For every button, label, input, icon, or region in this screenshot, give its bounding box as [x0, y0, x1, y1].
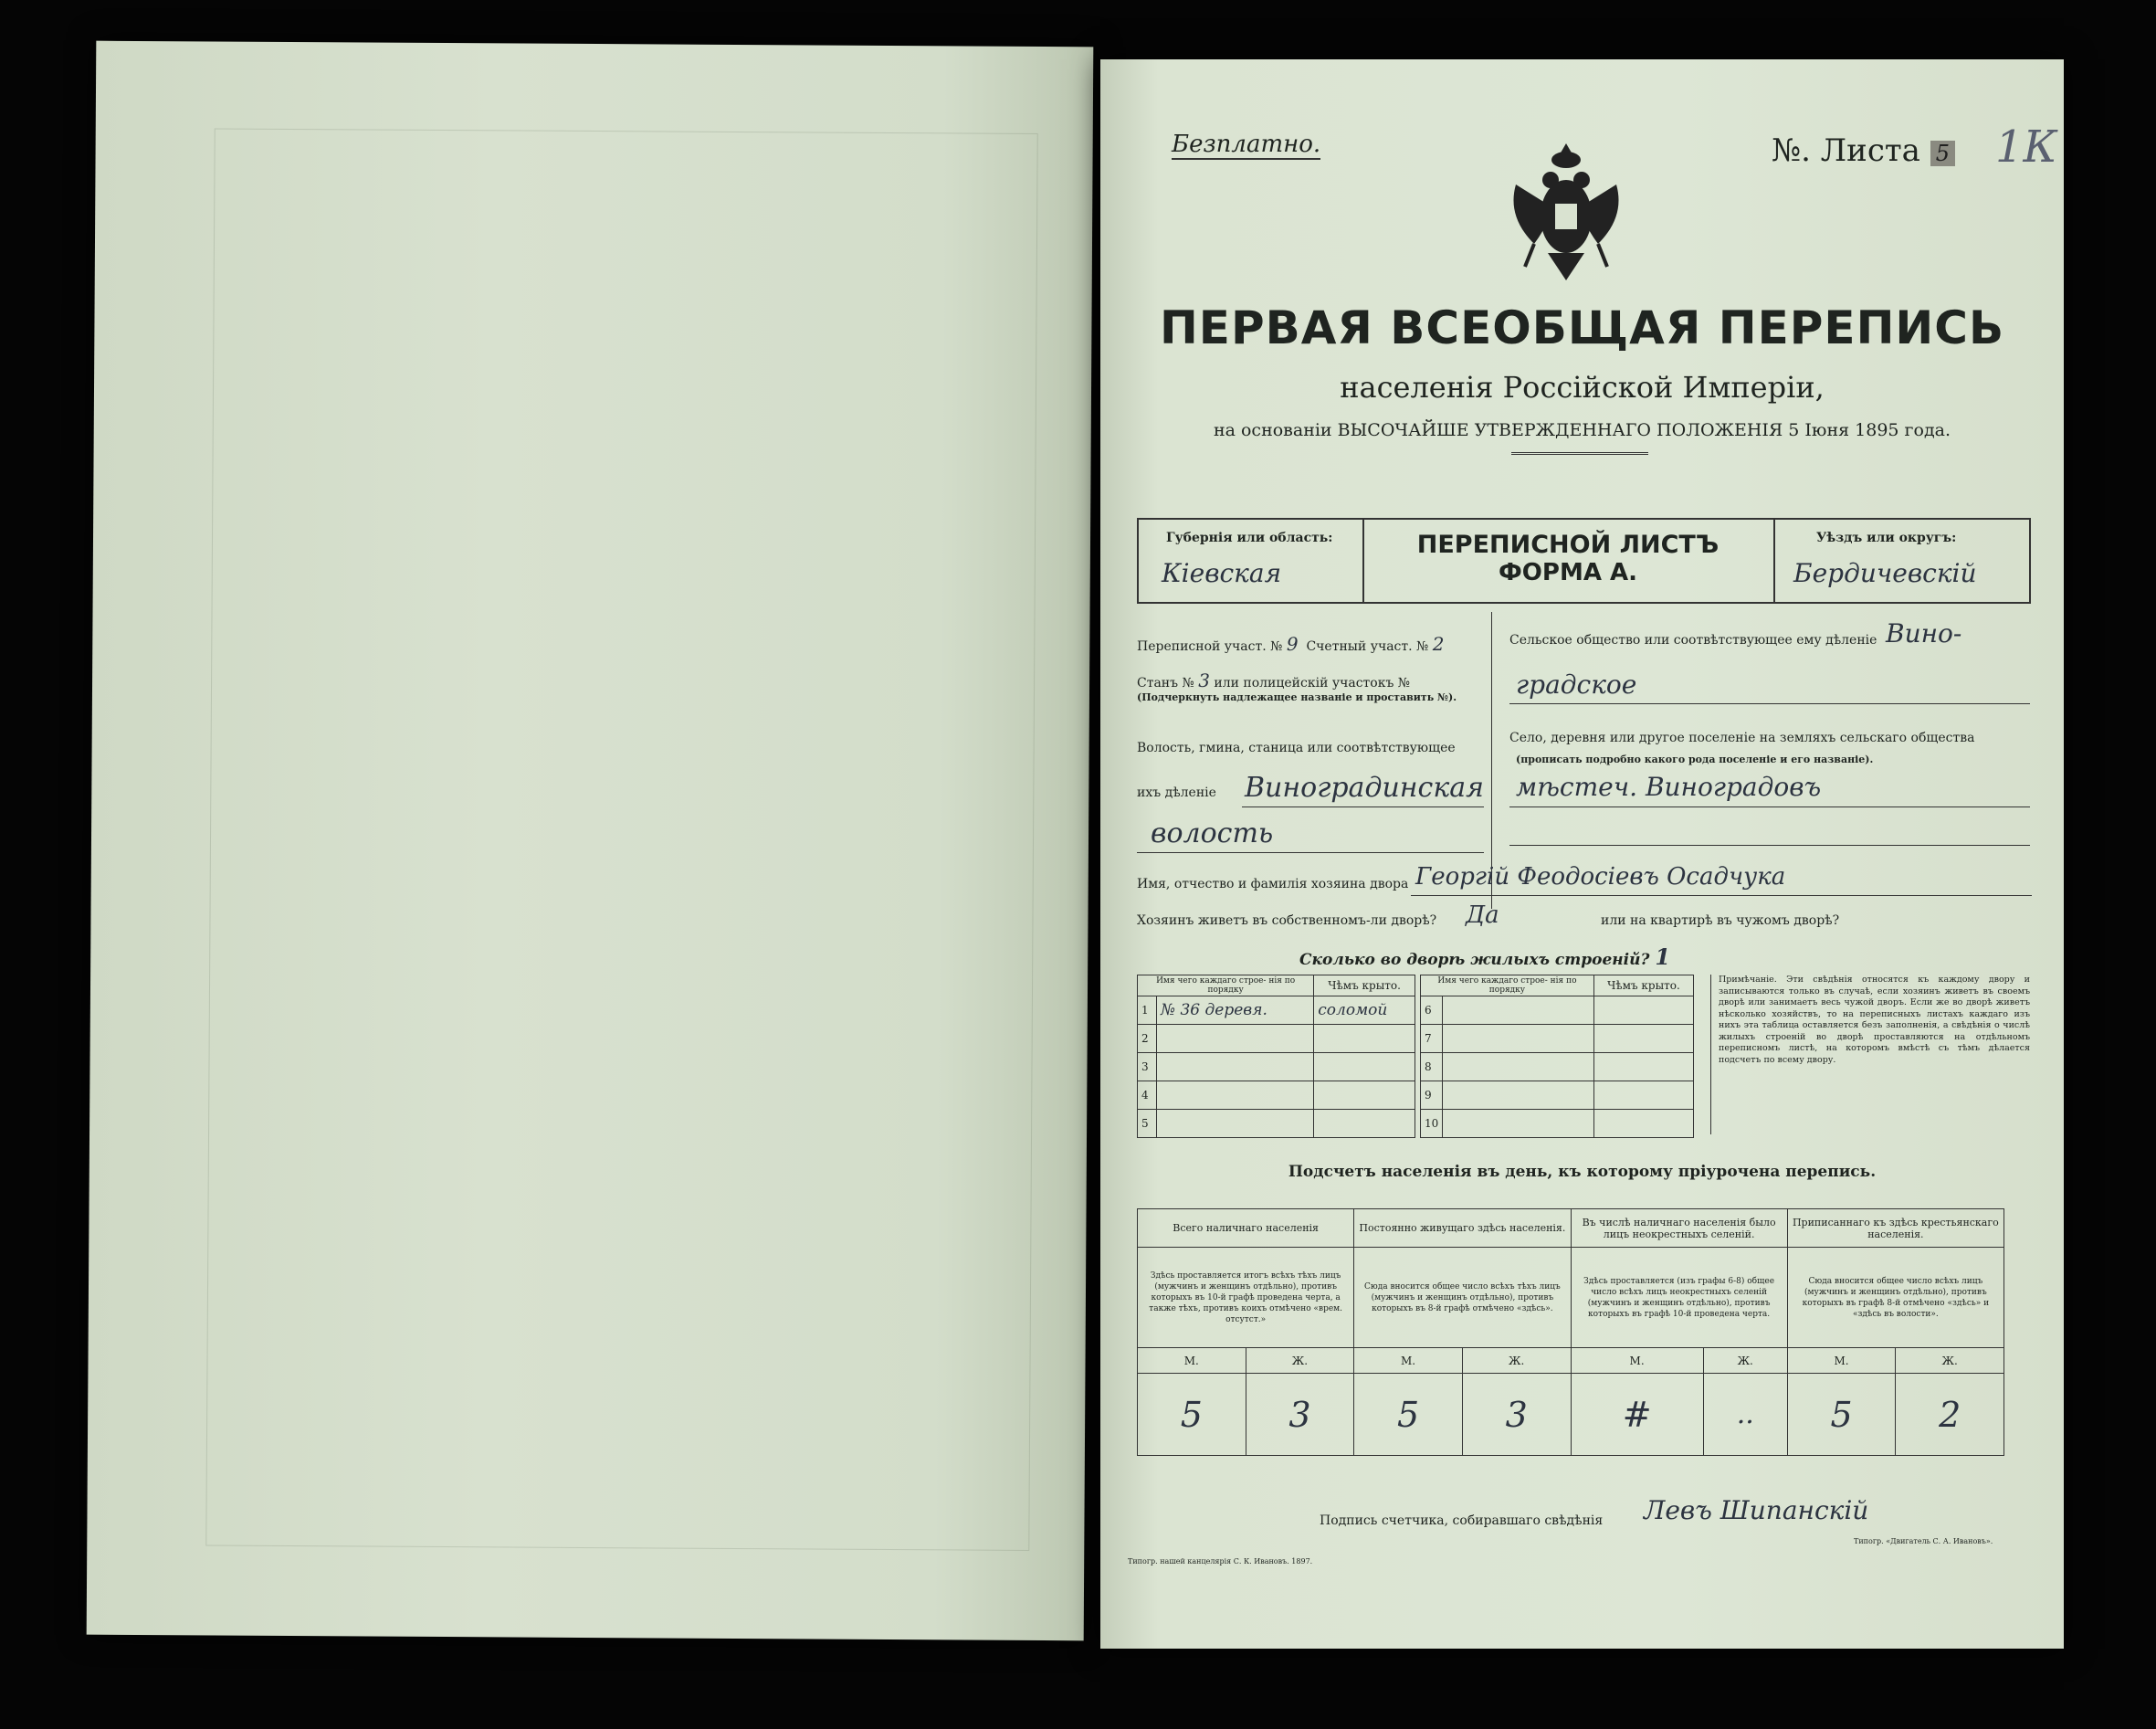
province-label: Губернія или область: — [1166, 531, 1333, 545]
table-row: 3 — [1138, 1053, 1415, 1081]
form-basis: на основаніи ВЫСОЧАЙШЕ УТВЕРЖДЕННАГО ПОЛОЖЕНІЯ 5 Іюня 1895 года. — [1213, 420, 1951, 440]
summary-desc-3: Здѣсь проставляется (изъ графы 6-8) общее число всѣхъ лицъ неокрестныхъ селеній (мужчинъ и женщинъ отдѣльно), противъ которыхъ въ графѣ 10-й проведена черта. — [1571, 1248, 1787, 1348]
permanent-m: 5 — [1354, 1374, 1463, 1456]
society-underline — [1509, 703, 2030, 704]
table-row: 1 № 36 деревя. соломой — [1138, 996, 1415, 1025]
volost-label: Волость, гмина, станица или соотвѣтствующее — [1137, 741, 1456, 755]
summary-desc-4: Сюда вносится общее число всѣхъ лицъ (мужчинъ и женщинъ отдѣльно), противъ которыхъ въ графѣ 8-й отмѣчено «здѣсь» и «здѣсь въ волости». — [1787, 1248, 2004, 1348]
summary-head-4: Приписаннаго къ здѣсь крестьянскаго населенія. — [1787, 1209, 2004, 1248]
village-label: Село, деревня или другое поселеніе на земляхъ сельскаго общества — [1509, 731, 1975, 745]
f-label: Ж. — [1462, 1348, 1571, 1374]
form-type-title: ПЕРЕПИСНОЙ ЛИСТЪ — [1416, 531, 1720, 559]
volost-underline-2 — [1137, 852, 1484, 853]
total-present-m: 5 — [1138, 1374, 1246, 1456]
village-underline-2 — [1509, 845, 2030, 846]
camp-field: Станъ № 3 или полицейскій участокъ № — [1137, 669, 1411, 691]
form-type-cell — [1362, 520, 1773, 602]
sheet-no-label: №. Листа — [1772, 132, 1920, 169]
buildings-table-1 — [1137, 975, 1415, 1138]
bleed-through-table — [205, 128, 1037, 1550]
summary-head-3: Въ числѣ наличнаго населенія было лицъ неокрестныхъ селеній. — [1571, 1209, 1787, 1248]
summary-table — [1137, 1208, 2004, 1456]
table-row: 4 — [1138, 1081, 1415, 1110]
owner-value: Георгій Феодосіевъ Осадчука — [1415, 863, 1786, 891]
district-label: Уѣздъ или округъ: — [1816, 531, 1957, 545]
left-page — [87, 41, 1094, 1641]
permanent-f: 3 — [1462, 1374, 1571, 1456]
district-value: Бердичевскій — [1793, 558, 1977, 588]
camp-note: (Подчеркнуть надлежащее названіе и проставить №). — [1137, 691, 1457, 703]
society-value: Вино- — [1886, 618, 1962, 648]
apartment-label: или на квартирѣ въ чужомъ дворѣ? — [1601, 913, 1840, 928]
buildings-col-name: Имя чего каждаго строе- нія по порядку — [1138, 975, 1314, 996]
buildings-note: Примѣчаніе. Эти свѣдѣнія относятся къ каждому двору и записываются только въ случаѣ, если хозяинъ живетъ въ своемъ дворѣ или занимаетъ весь чужой дворъ. Если же во дворѣ живетъ нѣсколько хозяйствъ, то на переписныхъ листахъ каждаго изъ нихъ эта таблица оставляется безъ заполненія, а свѣдѣнія о числѣ жилыхъ строеній во дворѣ проставляются на отдѣльномъ переписномъ листѣ, на которомъ вмѣстѣ съ тѣмъ дѣлается подсчетъ по всему двору. — [1710, 975, 2030, 1134]
registered-f: 2 — [1896, 1374, 2004, 1456]
summary-title: Подсчетъ населенія въ день, къ которому пріурочена перепись. — [1288, 1163, 1877, 1181]
table-row: 6 — [1421, 996, 1694, 1025]
form-title: ПЕРВАЯ ВСЕОБЩАЯ ПЕРЕПИСЬ — [1159, 301, 2005, 354]
summary-head-1: Всего наличнаго населенія — [1138, 1209, 1354, 1248]
m-label: М. — [1571, 1348, 1703, 1374]
nonlocal-f: .. — [1703, 1374, 1787, 1456]
signature-label: Подпись счетчика, собиравшаго свѣдѣнія — [1320, 1513, 1604, 1528]
census-section-field: Переписной участ. № 9 Счетный участ. № 2 — [1137, 633, 1445, 655]
owner-label: Имя, отчество и фамилія хозяина двора — [1137, 877, 1409, 891]
total-present-f: 3 — [1246, 1374, 1354, 1456]
table-row: 8 — [1421, 1053, 1694, 1081]
district-cell — [1773, 520, 2031, 602]
form-type-subtitle: ФОРМА А. — [1499, 559, 1637, 586]
printer-left: Типогр. нашей канцелярія С. К. Ивановъ. 1897. — [1128, 1557, 1313, 1566]
printer-right: Типогр. «Двигатель С. А. Ивановъ». — [1854, 1537, 1993, 1545]
dwellings-field: Сколько во дворѣ жилыхъ строеній? 1 — [1299, 944, 1671, 970]
table-row: 10 — [1421, 1110, 1694, 1138]
ornament-divider — [1511, 452, 1648, 455]
corner-mark: 1К — [1995, 121, 2057, 173]
sheet-no-value: 5 — [1930, 141, 1955, 166]
volost-value: Виноградинская — [1245, 772, 1485, 804]
region-box — [1137, 518, 2031, 604]
imperial-eagle-emblem — [1498, 134, 1635, 290]
owner-underline — [1411, 895, 2032, 896]
f-label: Ж. — [1703, 1348, 1787, 1374]
village-note: (прописать подробно какого рода поселеніе и его названіе). — [1516, 754, 1874, 765]
form-subtitle: населенія Россійской Имперіи, — [1340, 370, 1825, 405]
province-value: Кіевская — [1162, 558, 1282, 588]
table-row: 2 — [1138, 1025, 1415, 1053]
summary-desc-1: Здѣсь проставляется итогъ всѣхъ тѣхъ лицъ (мужчинъ и женщинъ отдѣльно), противъ которыхъ въ 10-й графѣ проведена черта, а также тѣхъ, противъ коихъ отмѣчено «врем. отсутст.» — [1138, 1248, 1354, 1348]
volost-label-2: ихъ дѣленіе — [1137, 785, 1216, 800]
table-row: 7 — [1421, 1025, 1694, 1053]
m-label: М. — [1787, 1348, 1896, 1374]
own-house-label: Хозяинъ живетъ въ собственномъ-ли дворѣ? — [1137, 913, 1437, 928]
census-form-page — [1100, 59, 2064, 1649]
nonlocal-m: # — [1571, 1374, 1703, 1456]
own-house-value: Да — [1466, 901, 1499, 929]
table-row: 9 — [1421, 1081, 1694, 1110]
f-label: Ж. — [1896, 1348, 2004, 1374]
f-label: Ж. — [1246, 1348, 1354, 1374]
m-label: М. — [1354, 1348, 1463, 1374]
table-row: 5 — [1138, 1110, 1415, 1138]
registered-m: 5 — [1787, 1374, 1896, 1456]
sheet-number — [1772, 132, 1955, 169]
buildings-col-roof-2: Чѣмъ крыто. — [1593, 975, 1693, 996]
summary-head-2: Постоянно живущаго здѣсь населенія. — [1354, 1209, 1571, 1248]
summary-desc-2: Сюда вносится общее число всѣхъ тѣхъ лицъ (мужчинъ и женщинъ отдѣльно), противъ которыхъ въ 8-й графѣ отмѣчено «здѣсь». — [1354, 1248, 1571, 1348]
society-label: Сельское общество или соотвѣтствующее ему дѣленіе — [1509, 633, 1877, 648]
signature-value: Левъ Шипанскій — [1644, 1495, 1869, 1525]
buildings-table-2 — [1420, 975, 1694, 1138]
village-value: мѣстеч. Виноградовъ — [1516, 772, 1822, 802]
volost-value-2: волость — [1151, 817, 1274, 849]
society-value-2: градское — [1516, 669, 1637, 700]
buildings-col-name-2: Имя чего каждаго строе- нія по порядку — [1421, 975, 1594, 996]
free-label: Безплатно. — [1172, 131, 1321, 158]
province-cell — [1139, 520, 1364, 602]
buildings-col-roof: Чѣмъ крыто. — [1314, 975, 1415, 996]
m-label: М. — [1138, 1348, 1246, 1374]
